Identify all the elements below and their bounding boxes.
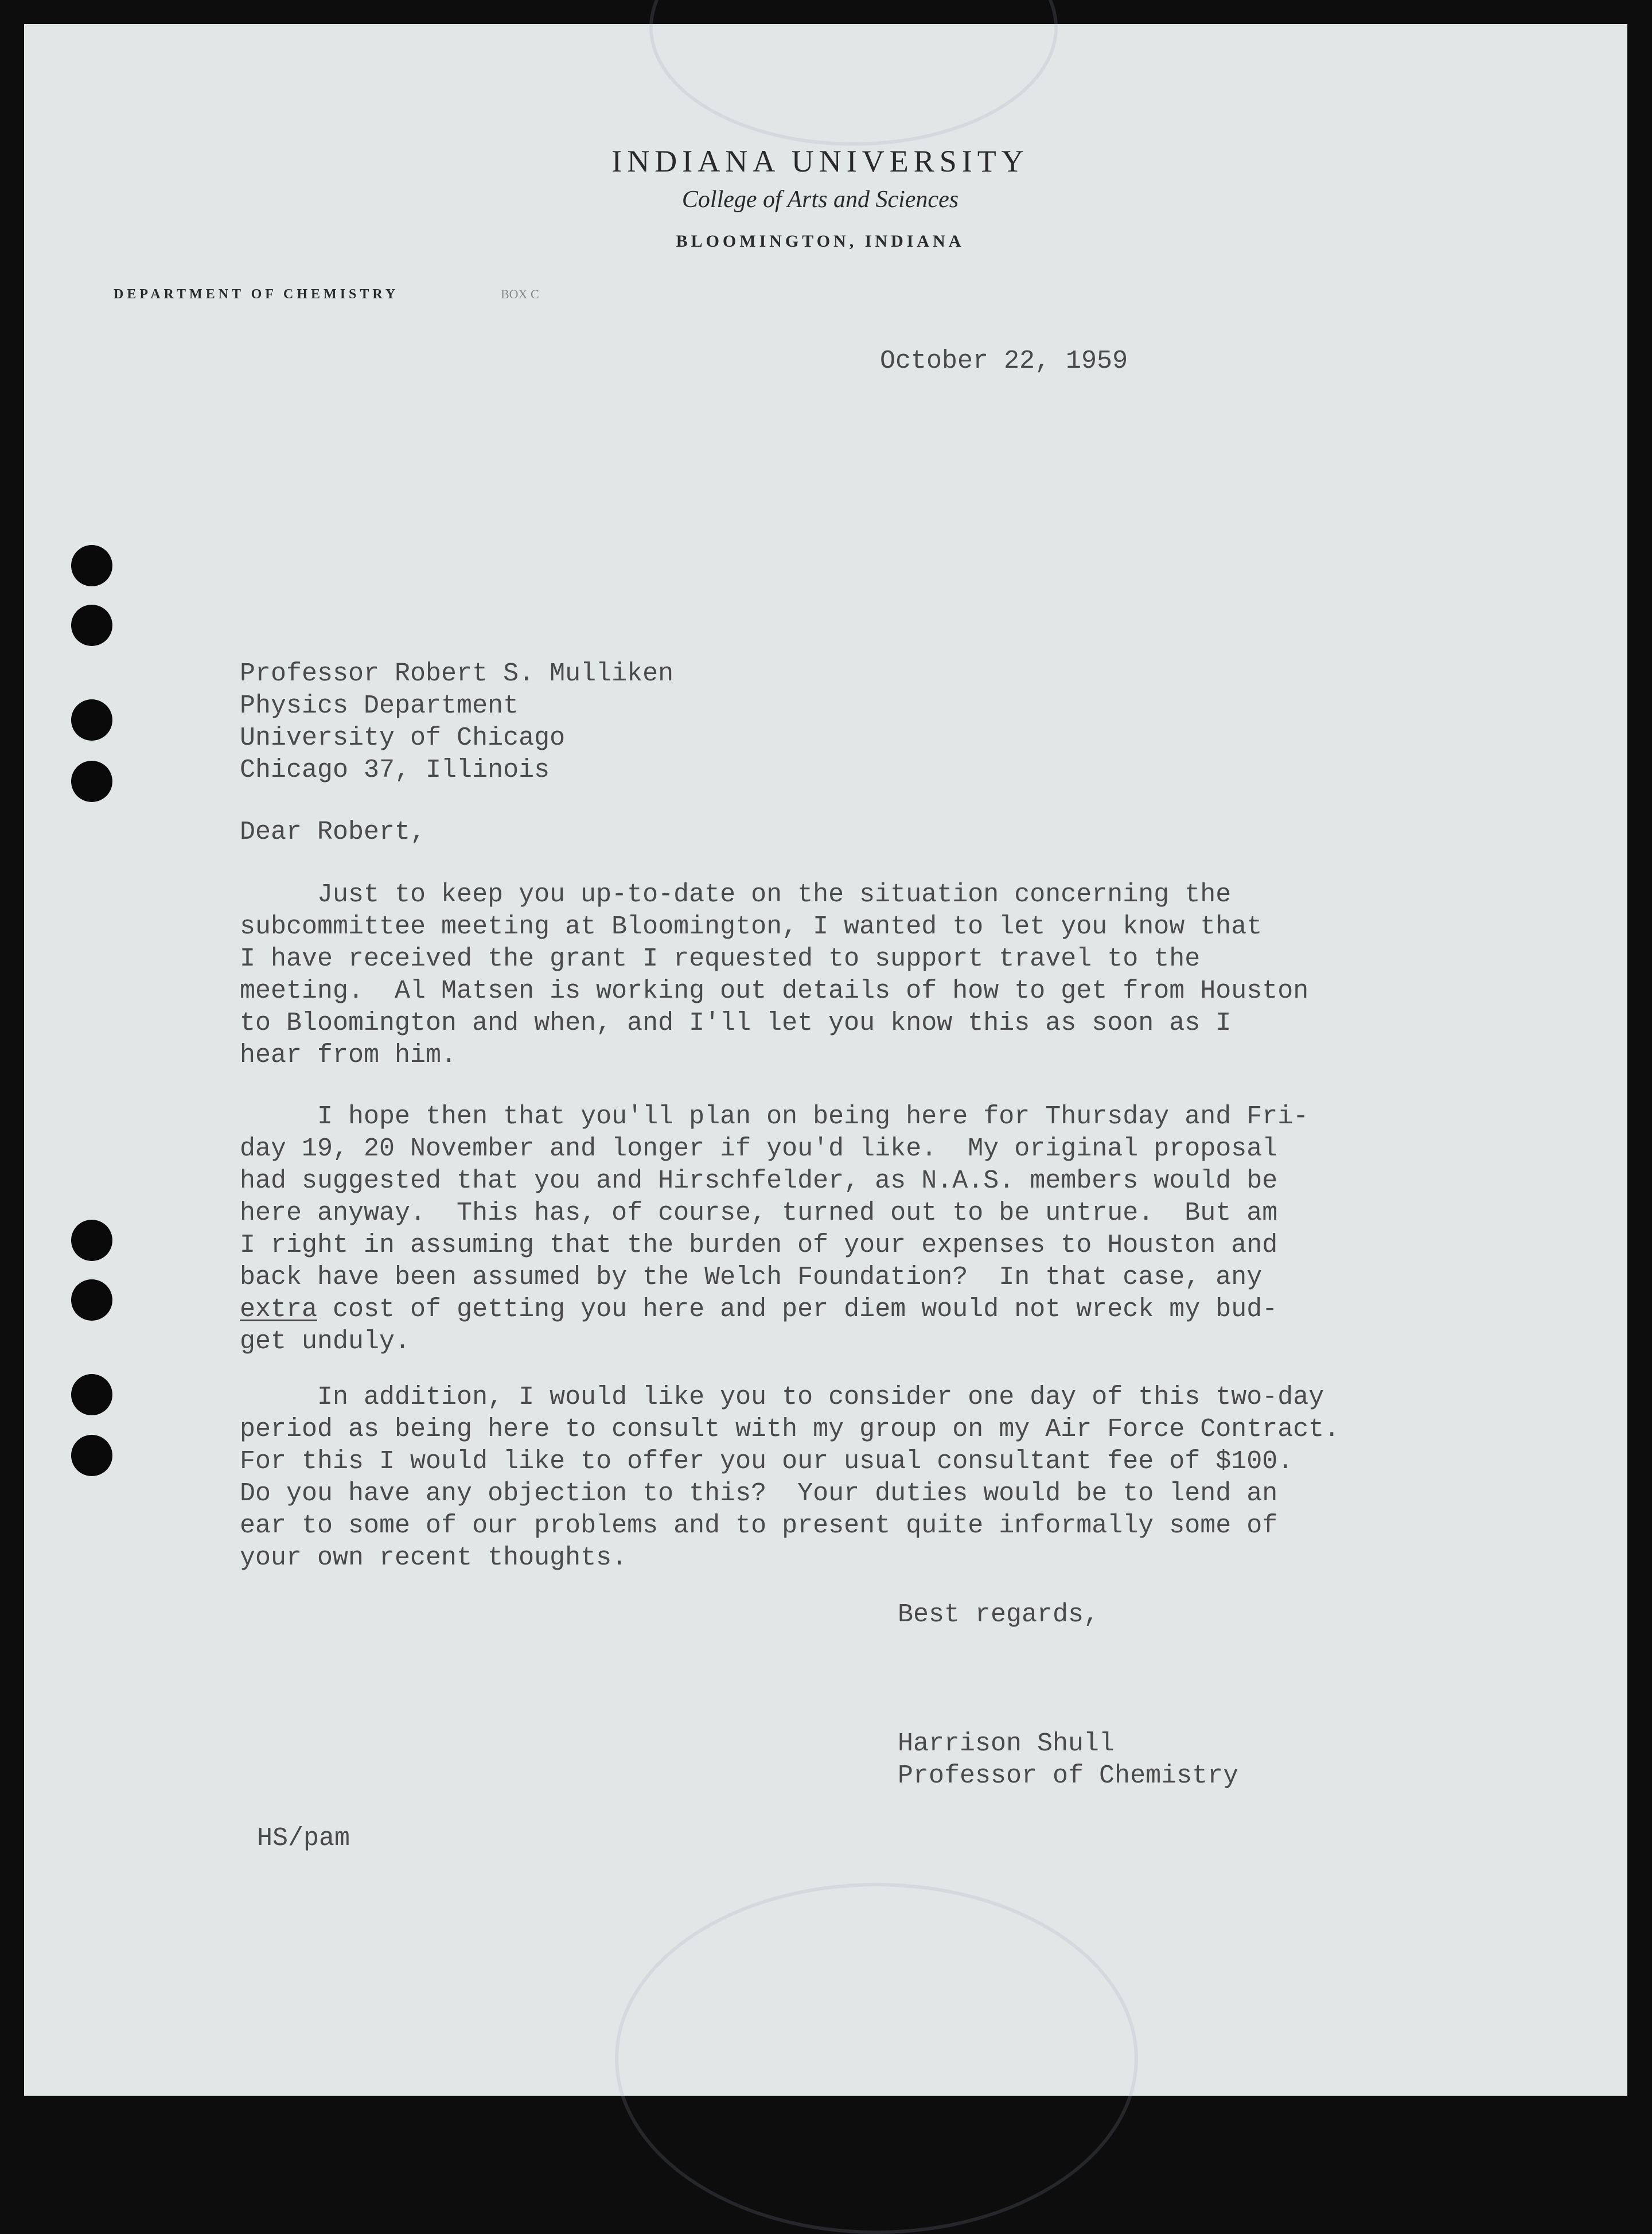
punch-hole — [71, 1279, 112, 1321]
text-line: In addition, I would like you to consider one day of this two-day — [240, 1383, 1324, 1412]
text-line: your own recent thoughts. — [240, 1543, 628, 1573]
underlined-word: extra — [240, 1295, 318, 1324]
paragraph-3 — [240, 1381, 1339, 1574]
punch-hole — [71, 761, 112, 802]
letter-date: October 22, 1959 — [880, 347, 1128, 376]
letterhead-university: INDIANA UNIVERSITY — [611, 144, 1029, 178]
text-line: ear to some of our problems and to present quite informally some of — [240, 1511, 1278, 1540]
text-span: cost of getting you here and per diem would not wreck my bud- — [317, 1295, 1278, 1324]
text-line: to Bloomington and when, and I'll let you know this as soon as I — [240, 1009, 1232, 1038]
text-line: I hope then that you'll plan on being here for Thursday and Fri- — [240, 1102, 1309, 1131]
letterhead-location: BLOOMINGTON, INDIANA — [676, 232, 965, 251]
punch-hole — [71, 1435, 112, 1476]
closing: Best regards, — [898, 1600, 1100, 1629]
text-line: Just to keep you up-to-date on the situation concerning the — [240, 880, 1232, 909]
letterhead-department: DEPARTMENT OF CHEMISTRY — [114, 287, 399, 302]
recipient-line: Chicago 37, Illinois — [240, 756, 550, 785]
letterhead-box: BOX C — [501, 287, 539, 301]
salutation: Dear Robert, — [240, 818, 426, 847]
signer-name: Harrison Shull — [898, 1729, 1115, 1758]
punch-hole — [71, 605, 112, 646]
text-line: meeting. Al Matsen is working out details of how to get from Houston — [240, 976, 1309, 1006]
text-line: day 19, 20 November and longer if you'd like. My original proposal — [240, 1134, 1278, 1163]
text-line: For this I would like to offer you our usual consultant fee of $100. — [240, 1447, 1293, 1476]
text-line: period as being here to consult with my group on my Air Force Contract. — [240, 1415, 1340, 1444]
faint-seal-bottom — [615, 1883, 1138, 2234]
letterhead-college: College of Arts and Sciences — [681, 186, 959, 213]
text-line: Do you have any objection to this? Your duties would be to lend an — [240, 1479, 1278, 1508]
text-line: I right in assuming that the burden of your expenses to Houston and — [240, 1231, 1278, 1260]
text-line — [240, 1294, 1308, 1326]
text-line: I have received the grant I requested to support travel to the — [240, 944, 1201, 974]
signer-title: Professor of Chemistry — [898, 1761, 1239, 1791]
punch-hole — [71, 699, 112, 741]
punch-hole — [71, 1220, 112, 1261]
recipient-address — [240, 658, 673, 787]
text-line: back have been assumed by the Welch Foundation? In that case, any — [240, 1263, 1263, 1292]
text-line: hear from him. — [240, 1041, 457, 1070]
text-line: subcommittee meeting at Bloomington, I wanted to let you know that — [240, 912, 1263, 941]
recipient-line: Physics Department — [240, 691, 519, 721]
typist-initials: HS/pam — [257, 1824, 350, 1853]
signature-block — [898, 1728, 1238, 1792]
text-line: get unduly. — [240, 1327, 411, 1356]
faint-stamp-top — [649, 0, 1058, 146]
text-line: had suggested that you and Hirschfelder, as N.A.S. members would be — [240, 1166, 1278, 1196]
text-line: here anyway. This has, of course, turned out to be untrue. But am — [240, 1198, 1278, 1228]
recipient-line: Professor Robert S. Mulliken — [240, 659, 674, 688]
recipient-line: University of Chicago — [240, 723, 566, 753]
punch-hole — [71, 1374, 112, 1415]
punch-hole — [71, 545, 112, 586]
paragraph-2 — [240, 1101, 1308, 1358]
paragraph-1 — [240, 879, 1308, 1072]
